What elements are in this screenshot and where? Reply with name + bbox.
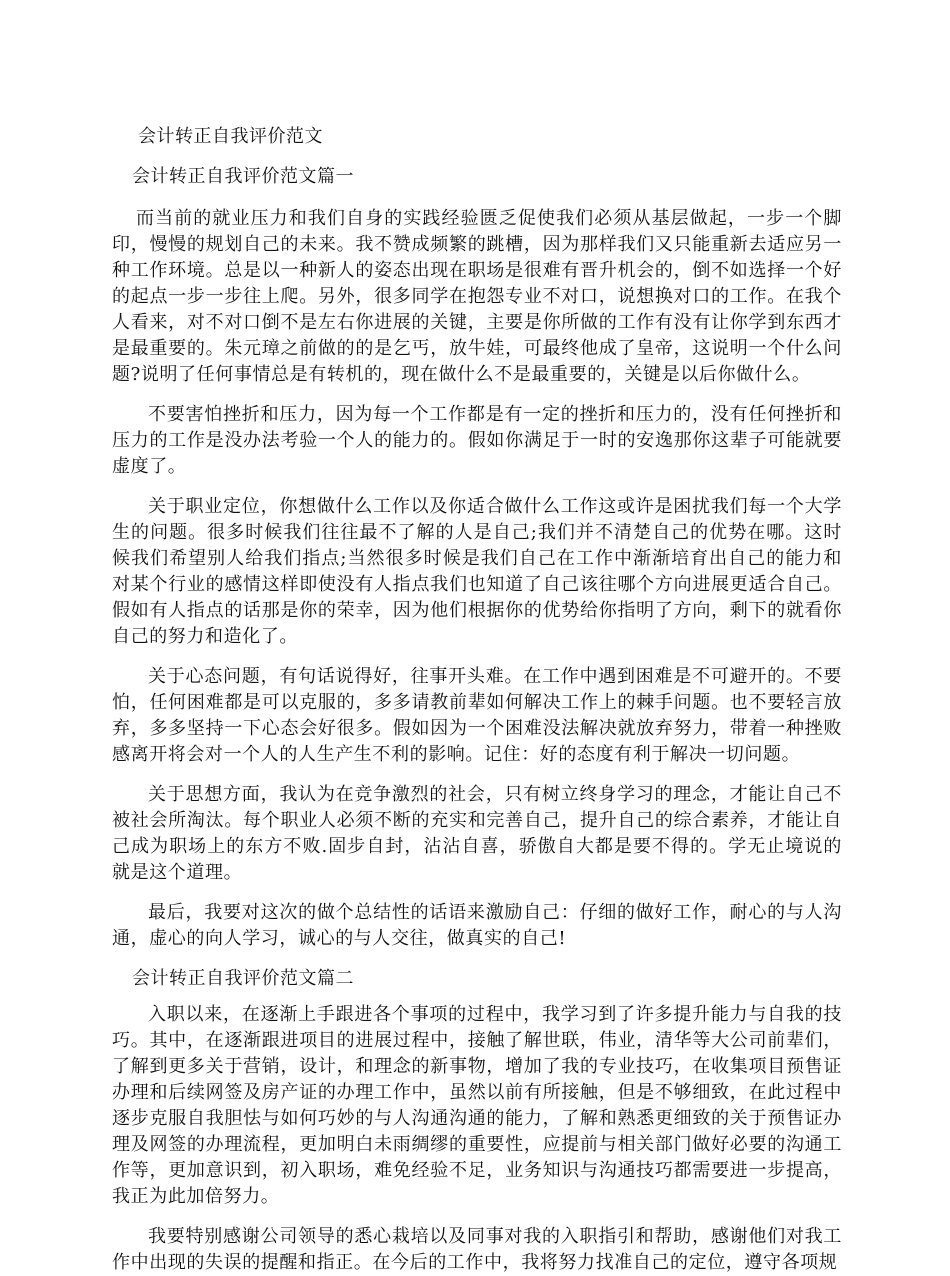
paragraph: 关于思想方面，我认为在竞争激烈的社会，只有树立终身学习的理念，才能让自己不被社会所淘汰。每个职业人必须不断的充实和完善自己，提升自己的综合素养，才能让自己成为职场上的东方不败.固步自封，沾沾自喜，骄傲自大都是要不得的。学无止境说的就是这个道理。	[112, 784, 842, 883]
paragraph: 而当前的就业压力和我们自身的实践经验匮乏促使我们必须从基层做起，一步一个脚印，慢慢的规划自己的未来。我不赞成频繁的跳槽，因为那样我们又只能重新去适应另一种工作环境。总是以一种新人的姿态出现在职场是很难有晋升机会的，倒不如选择一个好的起点一步一步往上爬。另外，很多同学在抱怨专业不对口，说想换对口的工作。在我个人看来，对不对口倒不是左右你进展的关键，主要是你所做的工作有没有让你学到东西才是最重要的。朱元璋之前做的的是乞丐，放牛娃，可最终他成了皇帝，这说明一个什么问题?说明了任何事情总是有转机的，现在做什么不是最重要的，关键是以后你做什么。	[112, 208, 842, 385]
section-heading-2: 会计转正自我评价范文篇二	[132, 968, 354, 989]
paragraph: 我要特别感谢公司领导的悉心栽培以及同事对我的入职指引和帮助，感谢他们对我工作中出现的失误的提醒和指正。在今后的工作中，我将努力找准自己的定位，遵守各项规	[112, 1226, 842, 1273]
paragraph: 最后，我要对这次的做个总结性的话语来激励自己：仔细的做好工作，耐心的与人沟通，虚心的向人学习，诚心的与人交往，做真实的自己!	[112, 902, 842, 949]
paragraph: 不要害怕挫折和压力，因为每一个工作都是有一定的挫折和压力的，没有任何挫折和压力的工作是没办法考验一个人的能力的。假如你满足于一时的安逸那你这辈子可能就要虚度了。	[112, 404, 842, 477]
paragraph: 关于职业定位，你想做什么工作以及你适合做什么工作这或许是困扰我们每一个大学生的问题。很多时候我们往往最不了解的人是自己;我们并不清楚自己的优势在哪。这时候我们希望别人给我们指点;当然很多时候是我们自己在工作中渐渐培育出自己的能力和对某个行业的感情这样即使没有人指点我们也知道了自己该往哪个方向进展更适合自己。假如有人指点的话那是你的荣幸，因为他们根据你的优势给你指明了方向，剩下的就看你自己的努力和造化了。	[112, 496, 842, 647]
paragraph: 入职以来，在逐渐上手跟进各个事项的过程中，我学习到了许多提升能力与自我的技巧。其中，在逐渐跟进项目的进展过程中，接触了解世联，伟业，清华等大公司前辈们，了解到更多关于营销，设计，和理念的新事物，增加了我的专业技巧，在收集项目预售证办理和后续网签及房产证的办理工作中，虽然以前有所接触，但是不够细致，在此过程中逐步克服自我胆怯与如何巧妙的与人沟通沟通的能力，了解和熟悉更细致的关于预售证办理及网签的办理流程，更加明白未雨绸缪的重要性，应提前与相关部门做好必要的沟通工作等，更加意识到，初入职场，难免经验不足，业务知识与沟通技巧都需要进一步提高，我正为此加倍努力。	[112, 1004, 842, 1207]
section-heading-1: 会计转正自我评价范文篇一	[132, 166, 354, 187]
paragraph: 关于心态问题，有句话说得好，往事开头难。在工作中遇到困难是不可避开的。不要怕，任何困难都是可以克服的，多多请教前辈如何解决工作上的棘手问题。也不要轻言放弃，多多坚持一下心态会好很多。假如因为一个困难没法解决就放弃努力，带着一种挫败感离开将会对一个人的人生产生不利的影响。记住：好的态度有利于解决一切问题。	[112, 666, 842, 765]
document-title: 会计转正自我评价范文	[138, 126, 323, 147]
